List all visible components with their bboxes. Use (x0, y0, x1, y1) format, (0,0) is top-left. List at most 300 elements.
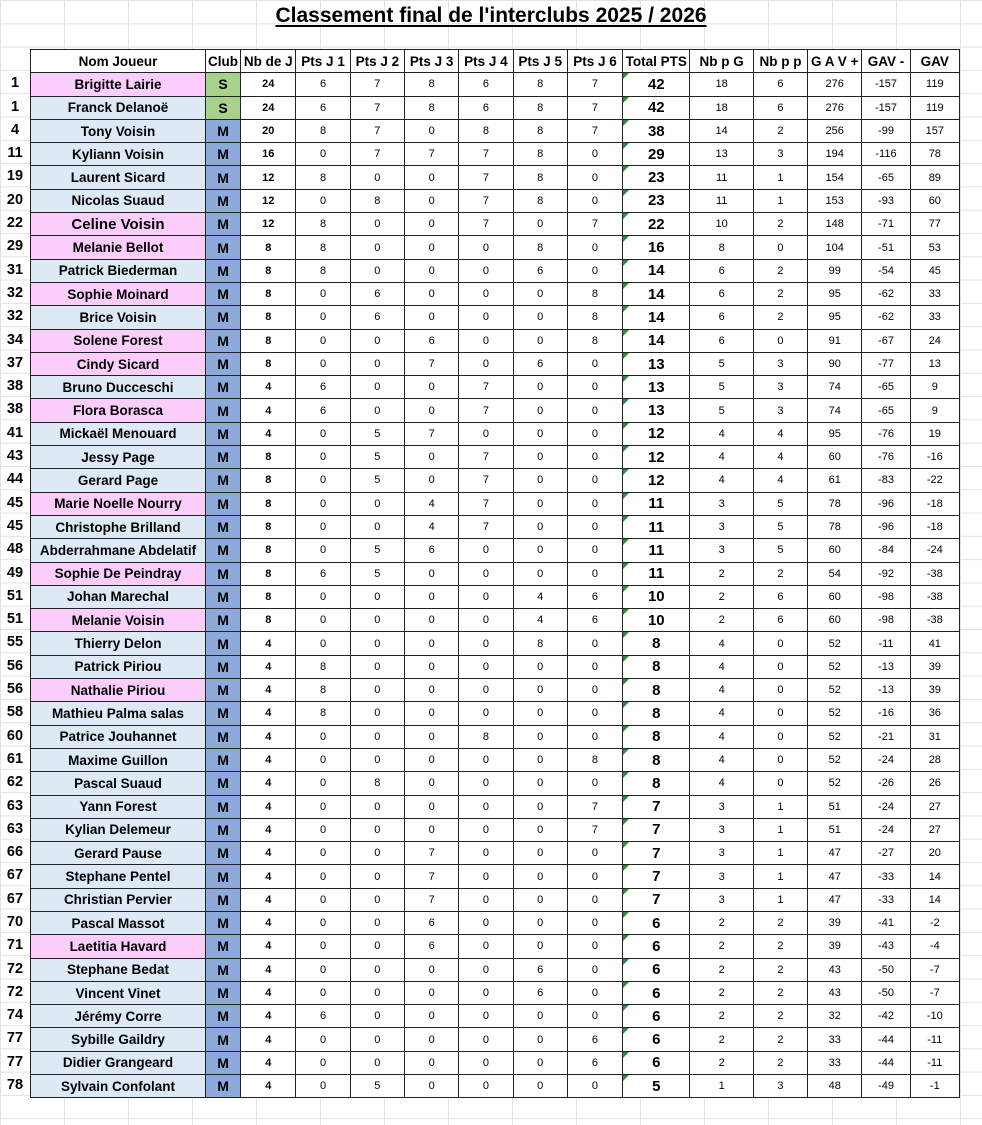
cell-nb-j[interactable]: 4 (241, 655, 296, 678)
cell-pts-j4[interactable]: 0 (459, 306, 513, 329)
cell-gav-minus[interactable]: -65 (862, 376, 910, 399)
cell-gav-plus[interactable]: 52 (808, 772, 862, 795)
cell-gav-plus[interactable]: 153 (808, 189, 862, 212)
col-header-pts-j1[interactable]: Pts J 1 (296, 50, 350, 73)
cell-pts-j3[interactable]: 0 (404, 166, 458, 189)
cell-pts-j1[interactable]: 0 (296, 329, 350, 352)
cell-total[interactable]: 8 (623, 679, 690, 702)
cell-pts-j3[interactable]: 7 (404, 352, 458, 375)
cell-gav-plus[interactable]: 60 (808, 446, 862, 469)
cell-gav-plus[interactable]: 43 (808, 981, 862, 1004)
cell-pts-j5[interactable]: 6 (513, 352, 567, 375)
cell-pts-j3[interactable]: 0 (404, 585, 458, 608)
cell-nb-p-g[interactable]: 3 (690, 818, 753, 841)
cell-nb-p-g[interactable]: 2 (690, 1051, 753, 1074)
cell-pts-j6[interactable]: 0 (567, 236, 622, 259)
cell-club[interactable]: M (205, 399, 240, 422)
cell-pts-j5[interactable]: 0 (513, 865, 567, 888)
cell-pts-j5[interactable]: 0 (513, 772, 567, 795)
cell-gav[interactable]: 78 (910, 143, 959, 166)
cell-total[interactable]: 7 (623, 888, 690, 911)
cell-nb-j[interactable]: 24 (241, 96, 296, 119)
cell-pts-j3[interactable]: 7 (404, 422, 458, 445)
cell-nb-p-g[interactable]: 6 (690, 306, 753, 329)
cell-total[interactable]: 12 (623, 422, 690, 445)
cell-name[interactable]: Sylvain Confolant (31, 1075, 206, 1098)
cell-pts-j4[interactable]: 0 (459, 935, 513, 958)
cell-pts-j6[interactable]: 7 (567, 213, 622, 236)
cell-nb-p-p[interactable]: 0 (753, 655, 807, 678)
cell-gav-minus[interactable]: -77 (862, 352, 910, 375)
cell-pts-j4[interactable]: 8 (459, 119, 513, 142)
cell-gav[interactable]: 24 (910, 329, 959, 352)
cell-pts-j1[interactable]: 0 (296, 795, 350, 818)
cell-pts-j4[interactable]: 0 (459, 1005, 513, 1028)
cell-pts-j2[interactable]: 7 (350, 73, 404, 96)
cell-pts-j2[interactable]: 0 (350, 1051, 404, 1074)
cell-pts-j6[interactable]: 0 (567, 655, 622, 678)
cell-pts-j1[interactable]: 0 (296, 609, 350, 632)
cell-pts-j1[interactable]: 8 (296, 166, 350, 189)
cell-total[interactable]: 11 (623, 515, 690, 538)
cell-gav-plus[interactable]: 43 (808, 958, 862, 981)
cell-pts-j2[interactable]: 0 (350, 585, 404, 608)
cell-total[interactable]: 13 (623, 352, 690, 375)
cell-nb-j[interactable]: 12 (241, 213, 296, 236)
col-header-pts-j2[interactable]: Pts J 2 (350, 50, 404, 73)
cell-pts-j1[interactable]: 0 (296, 818, 350, 841)
cell-nb-j[interactable]: 8 (241, 609, 296, 632)
cell-club[interactable]: M (205, 446, 240, 469)
cell-pts-j4[interactable]: 0 (459, 236, 513, 259)
cell-name[interactable]: Cindy Sicard (31, 352, 206, 375)
cell-gav-plus[interactable]: 95 (808, 306, 862, 329)
cell-pts-j1[interactable]: 0 (296, 469, 350, 492)
cell-nb-j[interactable]: 24 (241, 73, 296, 96)
cell-pts-j1[interactable]: 8 (296, 702, 350, 725)
cell-pts-j4[interactable]: 0 (459, 958, 513, 981)
cell-total[interactable]: 8 (623, 702, 690, 725)
cell-total[interactable]: 7 (623, 818, 690, 841)
cell-gav-plus[interactable]: 52 (808, 748, 862, 771)
cell-nb-j[interactable]: 4 (241, 865, 296, 888)
cell-gav-minus[interactable]: -83 (862, 469, 910, 492)
cell-pts-j5[interactable]: 0 (513, 702, 567, 725)
cell-club[interactable]: M (205, 655, 240, 678)
cell-pts-j4[interactable]: 0 (459, 352, 513, 375)
cell-pts-j1[interactable]: 8 (296, 213, 350, 236)
cell-pts-j5[interactable]: 0 (513, 306, 567, 329)
cell-pts-j4[interactable]: 7 (459, 376, 513, 399)
cell-gav-minus[interactable]: -33 (862, 865, 910, 888)
cell-pts-j2[interactable]: 7 (350, 143, 404, 166)
cell-gav-minus[interactable]: -76 (862, 422, 910, 445)
cell-gav[interactable]: 157 (910, 119, 959, 142)
cell-nb-p-p[interactable]: 4 (753, 446, 807, 469)
cell-total[interactable]: 6 (623, 981, 690, 1004)
cell-pts-j4[interactable]: 0 (459, 911, 513, 934)
cell-pts-j6[interactable]: 0 (567, 143, 622, 166)
cell-pts-j3[interactable]: 0 (404, 119, 458, 142)
cell-pts-j3[interactable]: 0 (404, 446, 458, 469)
cell-club[interactable]: M (205, 865, 240, 888)
cell-total[interactable]: 23 (623, 189, 690, 212)
cell-gav[interactable]: 9 (910, 399, 959, 422)
cell-pts-j6[interactable]: 7 (567, 73, 622, 96)
cell-pts-j1[interactable]: 0 (296, 865, 350, 888)
cell-nb-p-g[interactable]: 5 (690, 352, 753, 375)
cell-nb-p-g[interactable]: 2 (690, 981, 753, 1004)
cell-gav[interactable]: -7 (910, 981, 959, 1004)
cell-name[interactable]: Melanie Bellot (31, 236, 206, 259)
cell-pts-j2[interactable]: 5 (350, 539, 404, 562)
cell-pts-j6[interactable]: 8 (567, 329, 622, 352)
cell-pts-j1[interactable]: 6 (296, 376, 350, 399)
cell-total[interactable]: 29 (623, 143, 690, 166)
cell-pts-j3[interactable]: 0 (404, 958, 458, 981)
cell-pts-j6[interactable]: 0 (567, 725, 622, 748)
cell-name[interactable]: Mathieu Palma salas (31, 702, 206, 725)
cell-pts-j3[interactable]: 0 (404, 702, 458, 725)
col-header-pts-j4[interactable]: Pts J 4 (459, 50, 513, 73)
cell-pts-j6[interactable]: 6 (567, 1051, 622, 1074)
cell-pts-j2[interactable]: 7 (350, 96, 404, 119)
cell-gav[interactable]: -22 (910, 469, 959, 492)
cell-nb-j[interactable]: 16 (241, 143, 296, 166)
cell-gav[interactable]: 13 (910, 352, 959, 375)
cell-gav[interactable]: 28 (910, 748, 959, 771)
cell-total[interactable]: 14 (623, 282, 690, 305)
cell-club[interactable]: M (205, 725, 240, 748)
cell-club[interactable]: M (205, 748, 240, 771)
cell-nb-j[interactable]: 8 (241, 282, 296, 305)
cell-name[interactable]: Tony Voisin (31, 119, 206, 142)
cell-pts-j6[interactable]: 0 (567, 702, 622, 725)
cell-gav-minus[interactable]: -50 (862, 958, 910, 981)
cell-name[interactable]: Gerard Page (31, 469, 206, 492)
cell-nb-p-p[interactable]: 2 (753, 213, 807, 236)
cell-gav-minus[interactable]: -99 (862, 119, 910, 142)
cell-pts-j2[interactable]: 0 (350, 655, 404, 678)
cell-pts-j1[interactable]: 0 (296, 632, 350, 655)
cell-club[interactable]: M (205, 282, 240, 305)
cell-club[interactable]: M (205, 376, 240, 399)
cell-gav[interactable]: 119 (910, 96, 959, 119)
cell-gav-plus[interactable]: 194 (808, 143, 862, 166)
cell-gav-plus[interactable]: 99 (808, 259, 862, 282)
cell-gav[interactable]: 60 (910, 189, 959, 212)
cell-pts-j3[interactable]: 4 (404, 492, 458, 515)
cell-gav-plus[interactable]: 74 (808, 399, 862, 422)
col-header-gav-plus[interactable]: G A V + (808, 50, 862, 73)
cell-pts-j1[interactable]: 0 (296, 725, 350, 748)
cell-total[interactable]: 8 (623, 725, 690, 748)
cell-gav-minus[interactable]: -44 (862, 1051, 910, 1074)
cell-name[interactable]: Mickaël Menouard (31, 422, 206, 445)
cell-gav-plus[interactable]: 47 (808, 865, 862, 888)
cell-nb-p-g[interactable]: 3 (690, 795, 753, 818)
cell-pts-j4[interactable]: 0 (459, 585, 513, 608)
cell-nb-j[interactable]: 8 (241, 562, 296, 585)
cell-pts-j6[interactable]: 7 (567, 96, 622, 119)
cell-pts-j6[interactable]: 7 (567, 119, 622, 142)
col-header-pts-j6[interactable]: Pts J 6 (567, 50, 622, 73)
cell-club[interactable]: M (205, 469, 240, 492)
cell-pts-j4[interactable]: 7 (459, 189, 513, 212)
cell-club[interactable]: M (205, 213, 240, 236)
cell-pts-j2[interactable]: 0 (350, 702, 404, 725)
cell-gav-plus[interactable]: 78 (808, 515, 862, 538)
cell-pts-j2[interactable]: 5 (350, 446, 404, 469)
cell-pts-j5[interactable]: 8 (513, 632, 567, 655)
cell-total[interactable]: 11 (623, 562, 690, 585)
cell-pts-j2[interactable]: 8 (350, 189, 404, 212)
cell-gav-plus[interactable]: 256 (808, 119, 862, 142)
cell-nb-j[interactable]: 8 (241, 306, 296, 329)
cell-pts-j2[interactable]: 0 (350, 1028, 404, 1051)
cell-pts-j3[interactable]: 0 (404, 795, 458, 818)
cell-nb-j[interactable]: 4 (241, 795, 296, 818)
cell-club[interactable]: M (205, 492, 240, 515)
cell-club[interactable]: M (205, 818, 240, 841)
cell-pts-j1[interactable]: 0 (296, 935, 350, 958)
cell-gav-minus[interactable]: -157 (862, 96, 910, 119)
cell-name[interactable]: Pascal Suaud (31, 772, 206, 795)
cell-nb-j[interactable]: 4 (241, 1075, 296, 1098)
cell-pts-j6[interactable]: 8 (567, 748, 622, 771)
cell-pts-j5[interactable]: 8 (513, 119, 567, 142)
cell-name[interactable]: Didier Grangeard (31, 1051, 206, 1074)
cell-pts-j6[interactable]: 0 (567, 865, 622, 888)
cell-nb-j[interactable]: 4 (241, 1051, 296, 1074)
cell-nb-p-p[interactable]: 2 (753, 1028, 807, 1051)
cell-name[interactable]: Nicolas Suaud (31, 189, 206, 212)
cell-pts-j1[interactable]: 0 (296, 1075, 350, 1098)
cell-nb-p-g[interactable]: 2 (690, 1005, 753, 1028)
col-header-club[interactable]: Club (205, 50, 240, 73)
cell-club[interactable]: M (205, 236, 240, 259)
cell-nb-p-p[interactable]: 1 (753, 795, 807, 818)
cell-name[interactable]: Solene Forest (31, 329, 206, 352)
cell-nb-p-p[interactable]: 4 (753, 469, 807, 492)
cell-total[interactable]: 7 (623, 865, 690, 888)
cell-nb-p-p[interactable]: 2 (753, 259, 807, 282)
cell-nb-j[interactable]: 4 (241, 935, 296, 958)
cell-pts-j4[interactable]: 7 (459, 399, 513, 422)
cell-gav-plus[interactable]: 148 (808, 213, 862, 236)
cell-total[interactable]: 11 (623, 539, 690, 562)
cell-nb-p-p[interactable]: 4 (753, 422, 807, 445)
cell-nb-j[interactable]: 4 (241, 748, 296, 771)
cell-nb-p-g[interactable]: 11 (690, 166, 753, 189)
cell-pts-j2[interactable]: 0 (350, 842, 404, 865)
cell-name[interactable]: Abderrahmane Abdelatif (31, 539, 206, 562)
cell-club[interactable]: M (205, 935, 240, 958)
cell-name[interactable]: Marie Noelle Nourry (31, 492, 206, 515)
cell-pts-j5[interactable]: 0 (513, 888, 567, 911)
cell-pts-j6[interactable]: 0 (567, 842, 622, 865)
cell-pts-j2[interactable]: 0 (350, 236, 404, 259)
cell-gav-plus[interactable]: 52 (808, 679, 862, 702)
cell-nb-p-g[interactable]: 8 (690, 236, 753, 259)
cell-nb-p-g[interactable]: 18 (690, 96, 753, 119)
cell-total[interactable]: 6 (623, 1051, 690, 1074)
cell-pts-j3[interactable]: 0 (404, 818, 458, 841)
cell-nb-p-g[interactable]: 2 (690, 1028, 753, 1051)
col-header-nb-j[interactable]: Nb de J (241, 50, 296, 73)
cell-nb-j[interactable]: 4 (241, 1028, 296, 1051)
cell-nb-j[interactable]: 8 (241, 469, 296, 492)
cell-nb-p-p[interactable]: 6 (753, 609, 807, 632)
cell-total[interactable]: 12 (623, 469, 690, 492)
cell-nb-p-g[interactable]: 1 (690, 1075, 753, 1098)
cell-pts-j4[interactable]: 0 (459, 888, 513, 911)
cell-club[interactable]: M (205, 562, 240, 585)
col-header-total[interactable]: Total PTS (623, 50, 690, 73)
cell-nb-p-g[interactable]: 3 (690, 842, 753, 865)
cell-club[interactable]: M (205, 515, 240, 538)
cell-gav-plus[interactable]: 61 (808, 469, 862, 492)
cell-pts-j4[interactable]: 0 (459, 679, 513, 702)
cell-nb-j[interactable]: 4 (241, 399, 296, 422)
cell-pts-j3[interactable]: 6 (404, 539, 458, 562)
cell-gav-plus[interactable]: 74 (808, 376, 862, 399)
cell-pts-j5[interactable]: 0 (513, 539, 567, 562)
cell-pts-j6[interactable]: 0 (567, 981, 622, 1004)
cell-pts-j5[interactable]: 6 (513, 958, 567, 981)
cell-pts-j4[interactable]: 0 (459, 1051, 513, 1074)
cell-gav[interactable]: 27 (910, 795, 959, 818)
cell-nb-p-p[interactable]: 2 (753, 282, 807, 305)
cell-nb-j[interactable]: 8 (241, 329, 296, 352)
cell-pts-j2[interactable]: 0 (350, 679, 404, 702)
cell-gav-minus[interactable]: -44 (862, 1028, 910, 1051)
cell-name[interactable]: Johan Marechal (31, 585, 206, 608)
cell-pts-j3[interactable]: 0 (404, 725, 458, 748)
cell-nb-p-p[interactable]: 3 (753, 352, 807, 375)
cell-pts-j4[interactable]: 7 (459, 166, 513, 189)
cell-gav-plus[interactable]: 47 (808, 888, 862, 911)
cell-pts-j4[interactable]: 0 (459, 282, 513, 305)
cell-total[interactable]: 8 (623, 748, 690, 771)
cell-pts-j4[interactable]: 0 (459, 748, 513, 771)
cell-nb-p-g[interactable]: 2 (690, 911, 753, 934)
cell-gav[interactable]: 20 (910, 842, 959, 865)
cell-nb-p-p[interactable]: 1 (753, 166, 807, 189)
cell-gav-minus[interactable]: -96 (862, 515, 910, 538)
cell-pts-j1[interactable]: 0 (296, 911, 350, 934)
cell-pts-j1[interactable]: 0 (296, 1051, 350, 1074)
cell-nb-p-g[interactable]: 4 (690, 679, 753, 702)
cell-pts-j1[interactable]: 0 (296, 515, 350, 538)
cell-pts-j1[interactable]: 0 (296, 306, 350, 329)
cell-gav-plus[interactable]: 95 (808, 422, 862, 445)
cell-pts-j3[interactable]: 4 (404, 515, 458, 538)
cell-nb-j[interactable]: 4 (241, 632, 296, 655)
cell-gav-minus[interactable]: -54 (862, 259, 910, 282)
cell-nb-j[interactable]: 4 (241, 679, 296, 702)
cell-pts-j5[interactable]: 8 (513, 73, 567, 96)
cell-name[interactable]: Patrick Biederman (31, 259, 206, 282)
cell-club[interactable]: M (205, 1028, 240, 1051)
cell-pts-j1[interactable]: 0 (296, 446, 350, 469)
cell-pts-j1[interactable]: 0 (296, 748, 350, 771)
cell-pts-j4[interactable]: 0 (459, 981, 513, 1004)
cell-total[interactable]: 12 (623, 446, 690, 469)
cell-gav[interactable]: -16 (910, 446, 959, 469)
cell-nb-p-g[interactable]: 11 (690, 189, 753, 212)
cell-gav-plus[interactable]: 33 (808, 1051, 862, 1074)
cell-nb-j[interactable]: 8 (241, 515, 296, 538)
cell-gav-minus[interactable]: -42 (862, 1005, 910, 1028)
cell-name[interactable]: Jérémy Corre (31, 1005, 206, 1028)
cell-pts-j2[interactable]: 0 (350, 981, 404, 1004)
cell-pts-j6[interactable]: 7 (567, 818, 622, 841)
cell-pts-j4[interactable]: 7 (459, 515, 513, 538)
cell-pts-j2[interactable]: 0 (350, 795, 404, 818)
cell-total[interactable]: 42 (623, 73, 690, 96)
cell-name[interactable]: Laetitia Havard (31, 935, 206, 958)
cell-total[interactable]: 7 (623, 795, 690, 818)
cell-pts-j6[interactable]: 0 (567, 376, 622, 399)
cell-pts-j6[interactable]: 0 (567, 539, 622, 562)
cell-nb-j[interactable]: 8 (241, 446, 296, 469)
cell-pts-j5[interactable]: 0 (513, 492, 567, 515)
cell-nb-p-p[interactable]: 2 (753, 958, 807, 981)
cell-pts-j5[interactable]: 0 (513, 329, 567, 352)
cell-pts-j5[interactable]: 0 (513, 842, 567, 865)
cell-gav-minus[interactable]: -41 (862, 911, 910, 934)
cell-pts-j1[interactable]: 0 (296, 585, 350, 608)
cell-pts-j4[interactable]: 0 (459, 818, 513, 841)
cell-pts-j6[interactable]: 0 (567, 772, 622, 795)
cell-pts-j1[interactable]: 0 (296, 539, 350, 562)
cell-name[interactable]: Kyliann Voisin (31, 143, 206, 166)
cell-gav-minus[interactable]: -21 (862, 725, 910, 748)
cell-pts-j2[interactable]: 0 (350, 748, 404, 771)
cell-pts-j4[interactable]: 0 (459, 259, 513, 282)
cell-pts-j6[interactable]: 0 (567, 632, 622, 655)
cell-pts-j5[interactable]: 8 (513, 166, 567, 189)
cell-club[interactable]: M (205, 306, 240, 329)
cell-gav[interactable]: -38 (910, 562, 959, 585)
cell-pts-j1[interactable]: 6 (296, 1005, 350, 1028)
cell-pts-j6[interactable]: 7 (567, 795, 622, 818)
cell-name[interactable]: Thierry Delon (31, 632, 206, 655)
cell-gav-minus[interactable]: -65 (862, 166, 910, 189)
cell-total[interactable]: 11 (623, 492, 690, 515)
cell-club[interactable]: M (205, 632, 240, 655)
cell-pts-j4[interactable]: 0 (459, 539, 513, 562)
cell-gav-plus[interactable]: 54 (808, 562, 862, 585)
cell-gav-plus[interactable]: 78 (808, 492, 862, 515)
cell-pts-j2[interactable]: 8 (350, 772, 404, 795)
cell-pts-j3[interactable]: 0 (404, 1028, 458, 1051)
cell-total[interactable]: 10 (623, 609, 690, 632)
cell-gav[interactable]: -2 (910, 911, 959, 934)
cell-pts-j3[interactable]: 0 (404, 1051, 458, 1074)
cell-nb-p-g[interactable]: 2 (690, 609, 753, 632)
cell-pts-j6[interactable]: 0 (567, 352, 622, 375)
cell-nb-p-g[interactable]: 3 (690, 515, 753, 538)
cell-pts-j3[interactable]: 0 (404, 772, 458, 795)
cell-pts-j3[interactable]: 0 (404, 1075, 458, 1098)
cell-nb-j[interactable]: 4 (241, 702, 296, 725)
cell-pts-j4[interactable]: 7 (459, 469, 513, 492)
cell-pts-j3[interactable]: 0 (404, 679, 458, 702)
cell-nb-p-p[interactable]: 2 (753, 935, 807, 958)
cell-pts-j2[interactable]: 0 (350, 399, 404, 422)
